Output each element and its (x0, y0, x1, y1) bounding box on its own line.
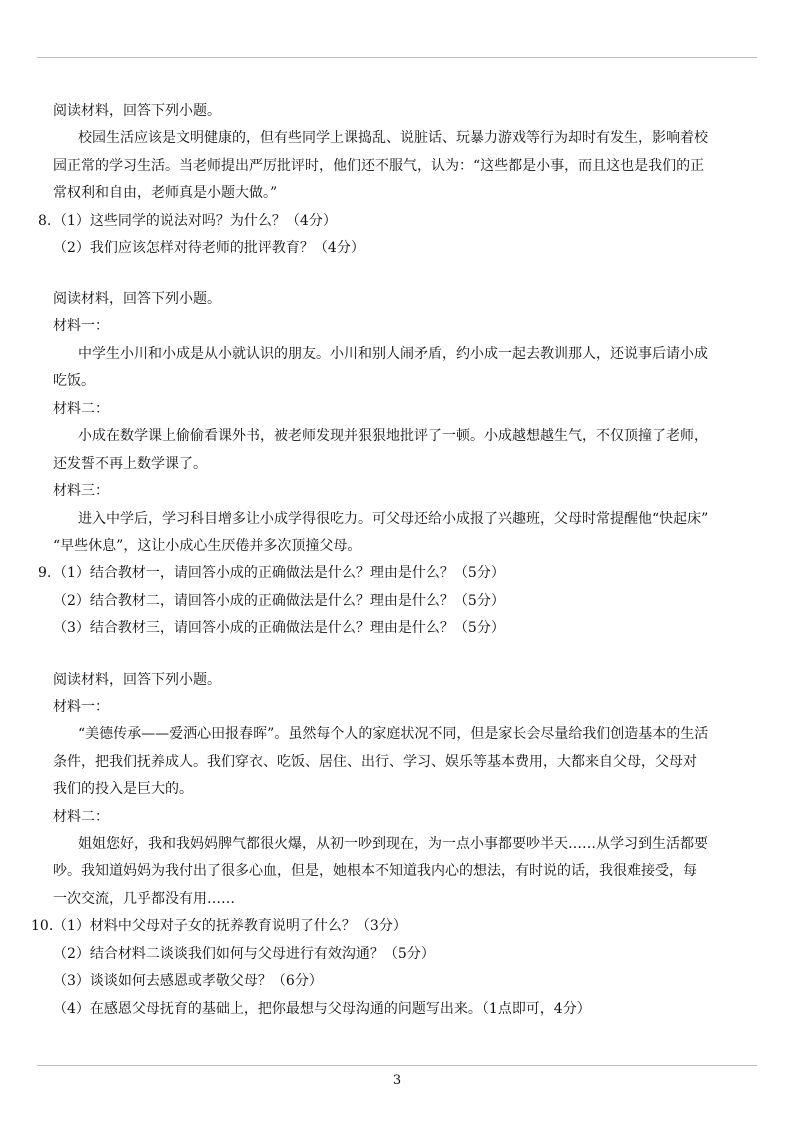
question-10-number: 10. (31, 918, 54, 934)
question-9-part-3: （3）结合教材三，请回答小成的正确做法是什么？理由是什么？（5分） (53, 620, 505, 636)
block2-material-1-label: 材料一： (53, 318, 109, 334)
block2-material-3-line-1: 进入中学后，学习科目增多让小成学得很吃力。可父母还给小成报了兴趣班，父母时常提醒他“快起床” (78, 511, 709, 527)
block3-material-1-label: 材料一： (53, 699, 109, 715)
page-number: 3 (392, 1073, 402, 1088)
question-9-number: 9. (38, 565, 52, 581)
block2-material-2-label: 材料二： (53, 401, 109, 417)
block2-material-1-line-2: 吃饭。 (53, 373, 95, 389)
block3-intro: 阅读材料，回答下列小题。 (53, 672, 221, 688)
question-10-part-2: （2）结合材料二谈谈我们如何与父母进行有效沟通？（5分） (53, 946, 435, 962)
block3-material-2-line-1: 姐姐您好，我和我妈妈脾气都很火爆，从初一吵到现在，为一点小事都要吵半天……从学习到生活都要 (78, 836, 708, 852)
block3-material-2-line-3: 一次交流，几乎都没有用…… (53, 891, 235, 907)
question-8-number: 8. (38, 213, 52, 229)
block1-para-line-2: 园正常的学习生活。当老师提出严厉批评时，他们还不服气，认为：“这些都是小事，而且这也是我们的正 (53, 158, 705, 174)
question-10-part-1: （1）材料中父母对子女的抚养教育说明了什么？（3分） (53, 918, 407, 934)
block2-material-2-line-2: 还发誓不再上数学课了。 (53, 456, 207, 472)
question-9-part-1: （1）结合教材一，请回答小成的正确做法是什么？理由是什么？（5分） (53, 565, 505, 581)
block1-para-line-1: 校园生活应该是文明健康的，但有些同学上课捣乱、说脏话、玩暴力游戏等行为却时有发生，影响着校 (78, 130, 708, 146)
question-8-part-2: （2）我们应该怎样对待老师的批评教育？（4分） (53, 240, 365, 256)
header-rule (37, 57, 757, 58)
block3-material-1-line-3: 我们的投入是巨大的。 (53, 781, 193, 797)
block3-material-1-line-1: “美德传承——爱洒心田报春晖”。虽然每个人的家庭状况不同，但是家长会尽量给我们创造基本的生活 (78, 726, 709, 742)
block1-intro: 阅读材料，回答下列小题。 (53, 103, 221, 119)
block2-material-3-label: 材料三： (53, 483, 109, 499)
question-10-part-4: （4）在感恩父母抚育的基础上，把你最想与父母沟通的问题写出来。（1点即可，4分） (53, 1001, 591, 1017)
block3-material-2-line-2: 吵。我知道妈妈为我付出了很多心血，但是，她根本不知道我内心的想法，有时说的话，我很难接受，每 (53, 863, 697, 879)
question-9-part-2: （2）结合教材二，请回答小成的正确做法是什么？理由是什么？（5分） (53, 593, 505, 609)
block2-material-1-line-1: 中学生小川和小成是从小就认识的朋友。小川和别人闹矛盾，约小成一起去教训那人，还说事后请小成 (78, 346, 708, 362)
question-8-part-1: （1）这些同学的说法对吗？为什么？（4分） (53, 213, 337, 229)
block2-material-2-line-1: 小成在数学课上偷偷看课外书，被老师发现并狠狠地批评了一顿。小成越想越生气，不仅顶撞了老师， (78, 428, 708, 444)
block2-material-3-line-2: “早些休息”，这让小成心生厌倦并多次顶撞父母。 (53, 538, 362, 554)
block1-para-line-3: 常权利和自由，老师真是小题大做。” (53, 185, 278, 201)
block3-material-1-line-2: 条件，把我们抚养成人。我们穿衣、吃饭、居住、出行、学习、娱乐等基本费用，大都来自父母，父母对 (53, 754, 697, 770)
block3-material-2-label: 材料二： (53, 809, 109, 825)
question-10-part-3: （3）谈谈如何去感恩或孝敬父母？（6分） (53, 973, 323, 989)
footer-rule (37, 1065, 757, 1066)
block2-intro: 阅读材料，回答下列小题。 (53, 291, 221, 307)
